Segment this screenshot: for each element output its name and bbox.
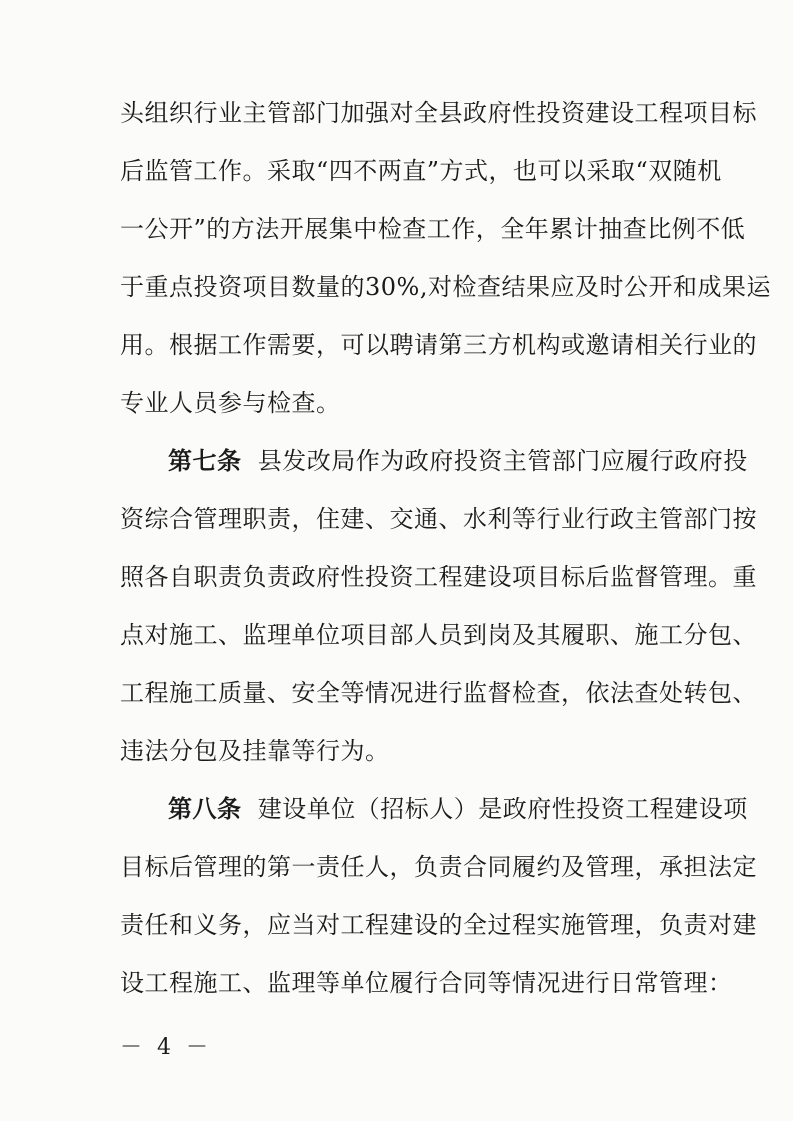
- article8-line-2: 目标后管理的第一责任人，负责合同履约及管理，承担法定: [120, 853, 757, 881]
- article7-first-line: [168, 444, 748, 478]
- article7-line-2: 资综合管理职责，住建、交通、水利等行业行政主管部门按: [120, 505, 757, 533]
- article8-line-3: 责任和义务，应当对工程建设的全过程实施管理，负责对建: [120, 911, 757, 939]
- article7-heading: 第七条: [168, 446, 242, 475]
- body-line-4: 于重点投资项目数量的30%,对检查结果应及时公开和成果运: [120, 273, 771, 301]
- body-line-5: 用。根据工作需要，可以聘请第三方机构或邀请相关行业的: [120, 331, 757, 359]
- article7-line-5: 工程施工质量、安全等情况进行监督检查，依法查处转包、: [120, 679, 757, 707]
- article7-line-4: 点对施工、监理单位项目部人员到岗及其履职、施工分包、: [120, 621, 757, 649]
- article8-line-4: 设工程施工、监理等单位履行合同等情况进行日常管理：: [120, 969, 733, 997]
- article7-first-line-text: 县发改局作为政府投资主管部门应履行政府投: [257, 447, 748, 475]
- body-line-6: 专业人员参与检查。: [120, 389, 341, 417]
- article8-first-line-text: 建设单位（招标人）是政府性投资工程建设项: [257, 795, 748, 823]
- body-line-3: 一公开”的方法开展集中检查工作，全年累计抽查比例不低: [120, 215, 746, 243]
- body-line-2: 后监管工作。采取“四不两直”方式，也可以采取“双随机: [120, 157, 722, 185]
- page-number: － 4 －: [120, 1035, 212, 1060]
- article8-heading: 第八条: [168, 794, 242, 823]
- article8-first-line: [168, 792, 748, 826]
- article7-line-3: 照各自职责负责政府性投资工程建设项目标后监督管理。重: [120, 563, 757, 591]
- body-line-1: 头组织行业主管部门加强对全县政府性投资建设工程项目标: [120, 99, 757, 127]
- article7-line-6: 违法分包及挂靠等行为。: [120, 737, 390, 765]
